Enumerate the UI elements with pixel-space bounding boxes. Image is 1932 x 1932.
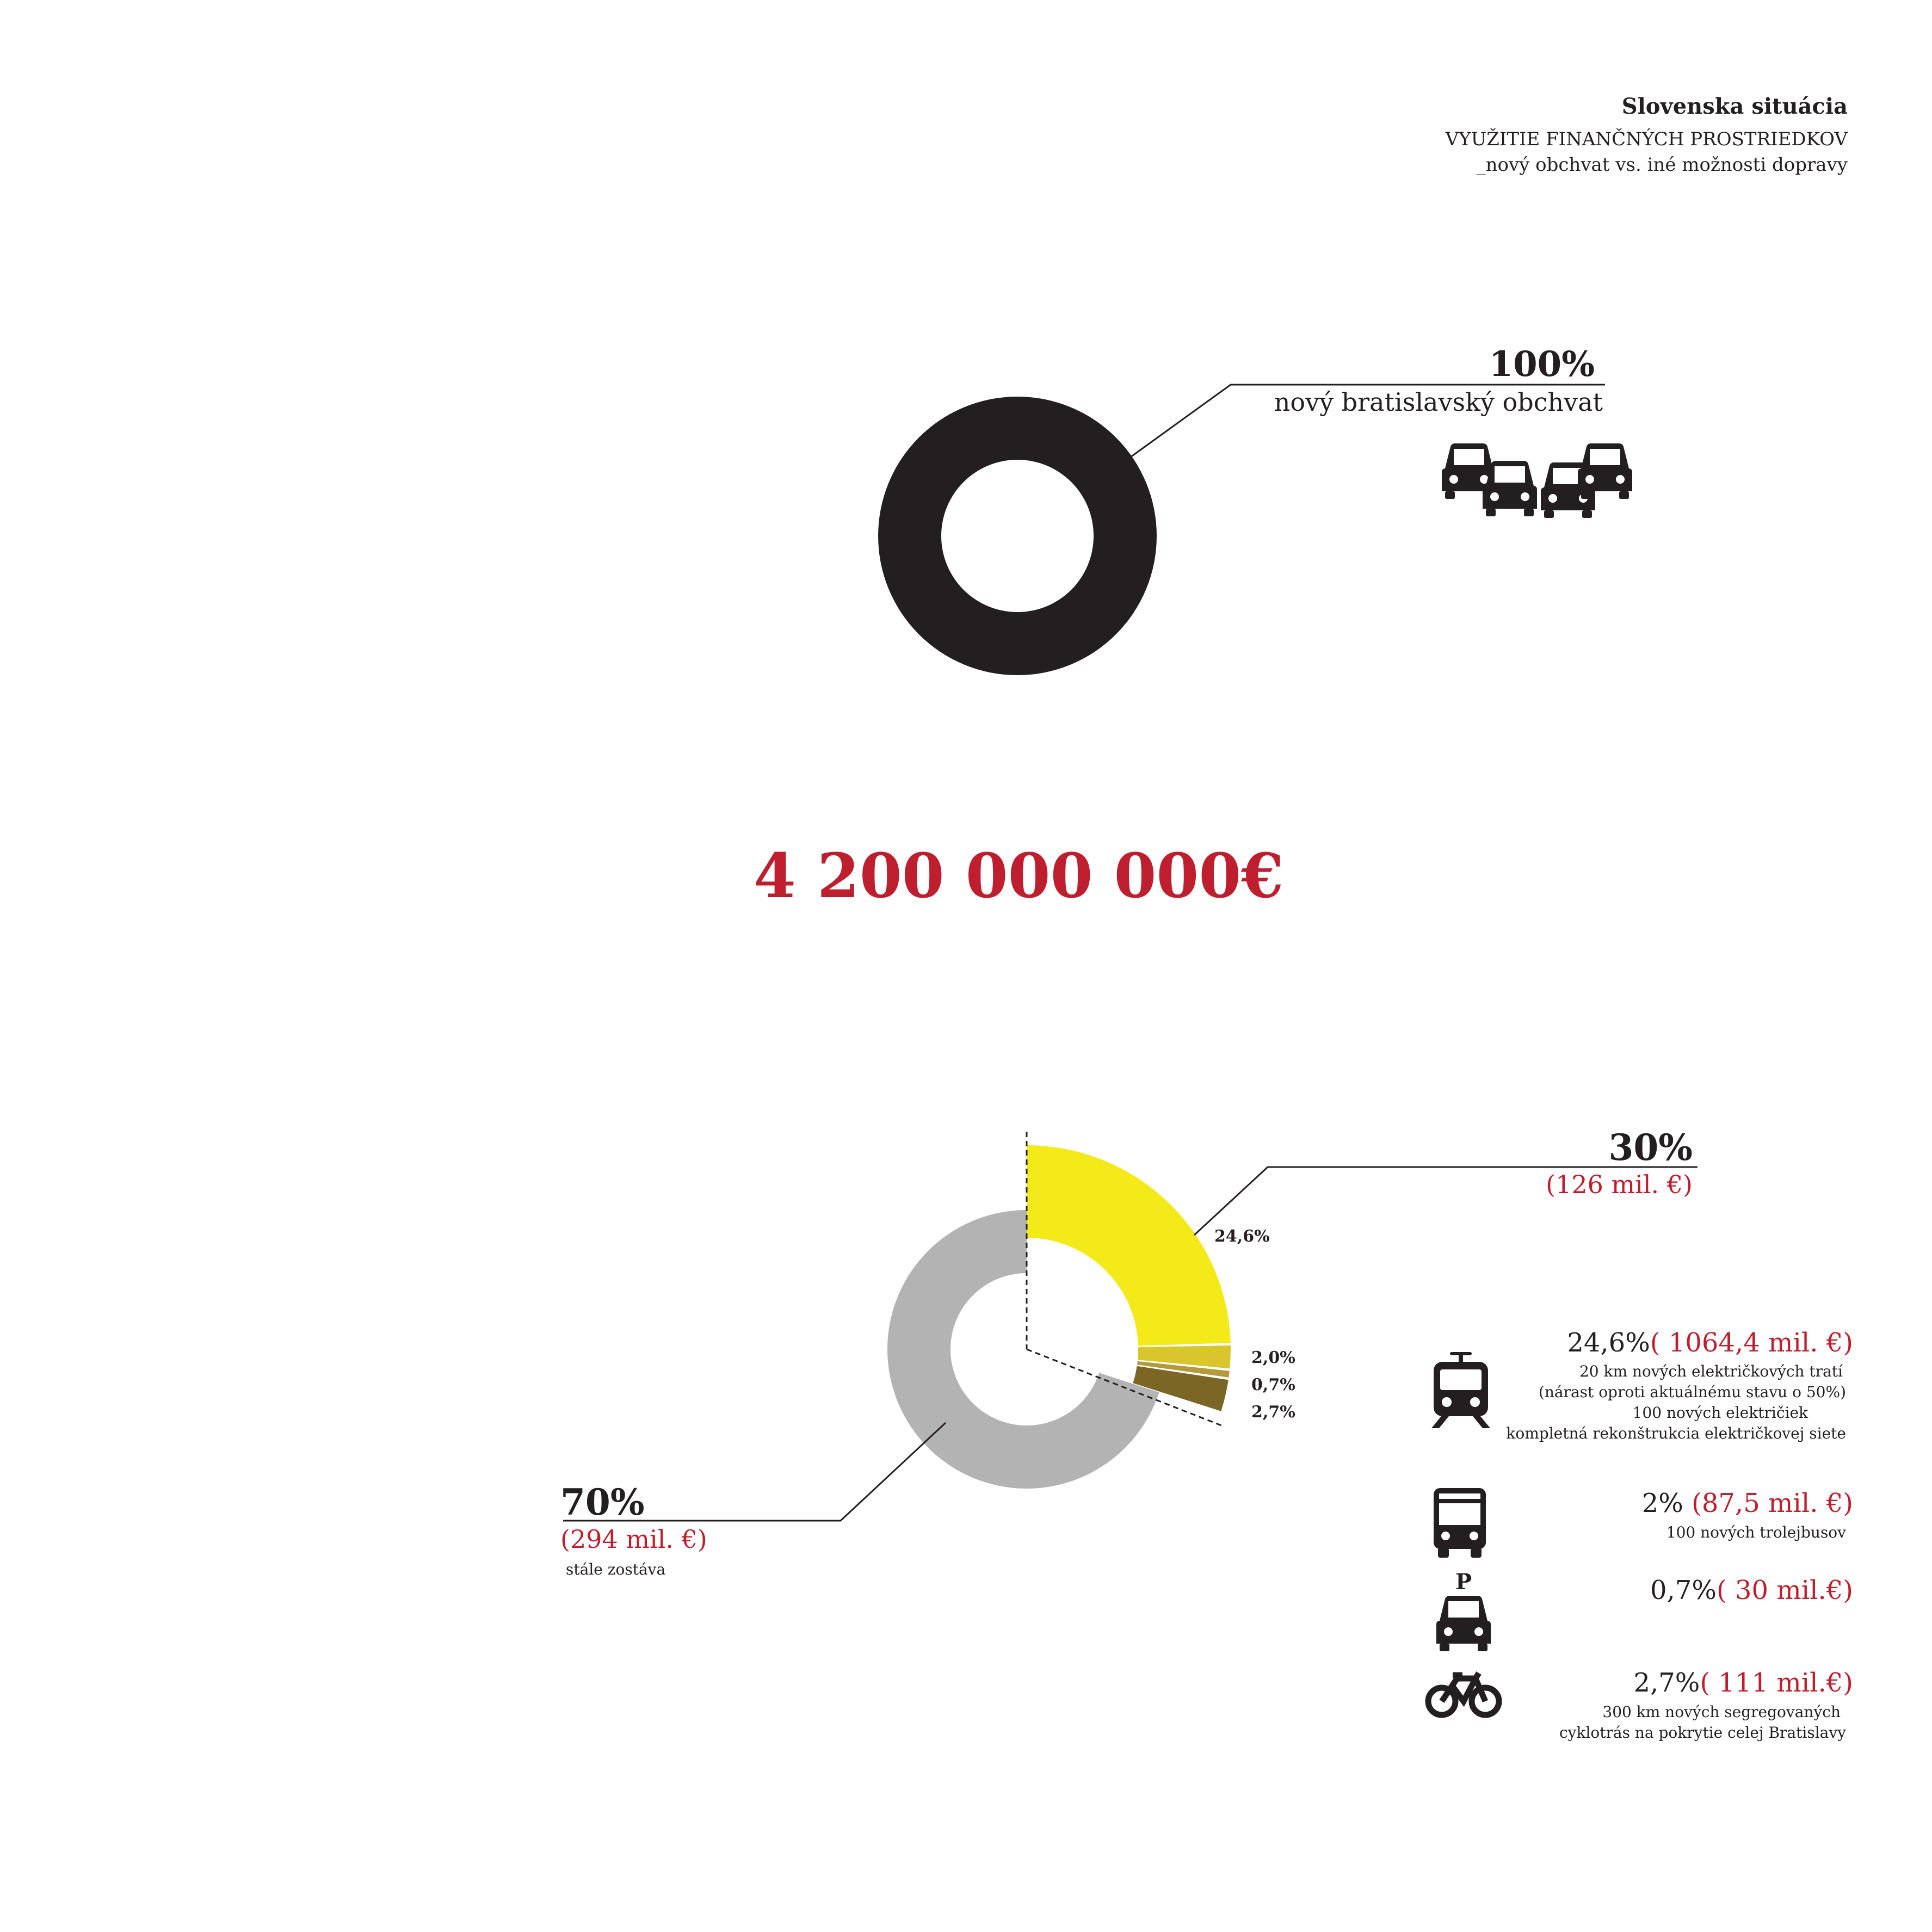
legend-cycling-detail: cyklotrás na pokrytie celej Bratislavy — [1559, 1724, 1846, 1742]
page-subtitle: VYUŽITIE FINANČNÝCH PROSTRIEDKOV — [1445, 128, 1848, 150]
legend-trolleybus-detail: 100 nových trolejbusov — [1666, 1523, 1846, 1541]
invested-percent-label: 30% — [1608, 1126, 1693, 1169]
total-amount: 4 200 000 000€ — [754, 841, 1284, 912]
page-caption: _nový obchvat vs. iné možnosti dopravy — [1476, 154, 1848, 176]
invested-amount-label: (126 mil. €) — [1546, 1170, 1693, 1199]
park-and-ride-icon — [1436, 1569, 1491, 1651]
legend-tram-percent: 24,6% — [1567, 1328, 1650, 1358]
top-series-label: nový bratislavský obchvat — [1274, 387, 1603, 417]
page-title: Slovenska situácia — [1621, 94, 1848, 119]
legend-cycling-detail: 300 km nových segregovaných — [1602, 1703, 1841, 1721]
top-percent-label: 100% — [1489, 344, 1595, 385]
legend-cycling-amount: ( 111 mil.€) — [1700, 1668, 1853, 1698]
bicycle-icon — [1428, 1673, 1499, 1715]
legend-tram-detail: (nárast oproti aktuálnému stavu o 50%) — [1538, 1383, 1846, 1401]
cars-traffic-icon — [1442, 443, 1632, 518]
slice-label-parking: 0,7% — [1251, 1375, 1295, 1394]
donut-slice — [878, 397, 1157, 675]
tram-icon — [1431, 1352, 1490, 1428]
legend-tram-detail: kompletná rekonštrukcia električkovej siete — [1506, 1424, 1846, 1442]
slice-label-trolleybus: 2,0% — [1251, 1348, 1295, 1367]
remaining-percent-label: 70% — [560, 1481, 645, 1523]
slice-label-cycling: 2,7% — [1251, 1403, 1295, 1422]
legend-trolleybus-headline — [1642, 1488, 1853, 1519]
legend-tram-detail: 20 km nových električkových tratí — [1579, 1362, 1843, 1380]
remaining-amount-label: (294 mil. €) — [560, 1524, 707, 1554]
legend-trolleybus-percent: 2% — [1641, 1488, 1683, 1519]
legend-cycling-details — [1559, 1702, 1846, 1743]
donut-slice — [1027, 1145, 1231, 1346]
legend-parking-headline — [1650, 1575, 1853, 1606]
legend-tram-detail: 100 nových električiek — [1632, 1404, 1808, 1422]
legend-parking-amount: ( 30 mil.€) — [1716, 1575, 1853, 1606]
legend-cycling-percent: 2,7% — [1633, 1668, 1700, 1698]
trolleybus-icon — [1434, 1488, 1486, 1558]
remaining-note: stále zostáva — [566, 1560, 666, 1578]
bottom-donut-chart — [887, 1145, 1231, 1489]
slice-label-tram: 24,6% — [1214, 1227, 1270, 1246]
legend-parking-percent: 0,7% — [1650, 1575, 1717, 1606]
svg-text:P: P — [1455, 1569, 1472, 1595]
legend-tram-headline — [1567, 1328, 1853, 1358]
legend-trolleybus-amount: (87,5 mil. €) — [1683, 1488, 1853, 1519]
top-donut-chart — [878, 397, 1157, 675]
legend-tram-details — [1506, 1361, 1846, 1444]
legend-tram-amount: ( 1064,4 mil. €) — [1650, 1328, 1853, 1358]
legend-cycling-headline — [1633, 1668, 1853, 1698]
